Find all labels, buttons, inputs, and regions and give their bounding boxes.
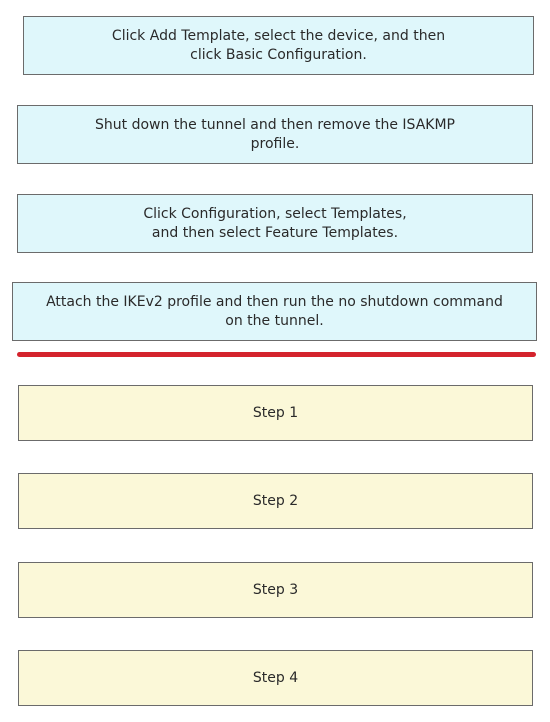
answer-option-text: Click Add Template, select the device, and then click Basic Configuration.	[111, 27, 446, 63]
drop-target-label: Step 3	[252, 582, 299, 598]
answer-option-text: Attach the IKEv2 profile and then run the no shutdown command on the tunnel.	[46, 293, 503, 329]
answer-option-text: Click Configuration, select Templates, and then select Feature Templates.	[143, 205, 407, 241]
drop-target-step-4[interactable]	[18, 650, 533, 706]
answer-option-text: Shut down the tunnel and then remove the ISAKMP profile.	[95, 116, 455, 152]
drop-target-label: Step 1	[252, 405, 299, 421]
answer-option-click-configuration[interactable]	[17, 194, 533, 253]
drop-target-step-2[interactable]	[18, 473, 533, 529]
drop-target-step-3[interactable]	[18, 562, 533, 618]
drop-target-label: Step 4	[252, 670, 299, 686]
answer-option-add-template[interactable]	[23, 16, 534, 75]
answer-option-attach-ikev2[interactable]	[12, 282, 537, 341]
section-divider	[17, 352, 536, 357]
drop-target-step-1[interactable]	[18, 385, 533, 441]
answer-option-shut-down-tunnel[interactable]	[17, 105, 533, 164]
drop-target-label: Step 2	[252, 493, 299, 509]
